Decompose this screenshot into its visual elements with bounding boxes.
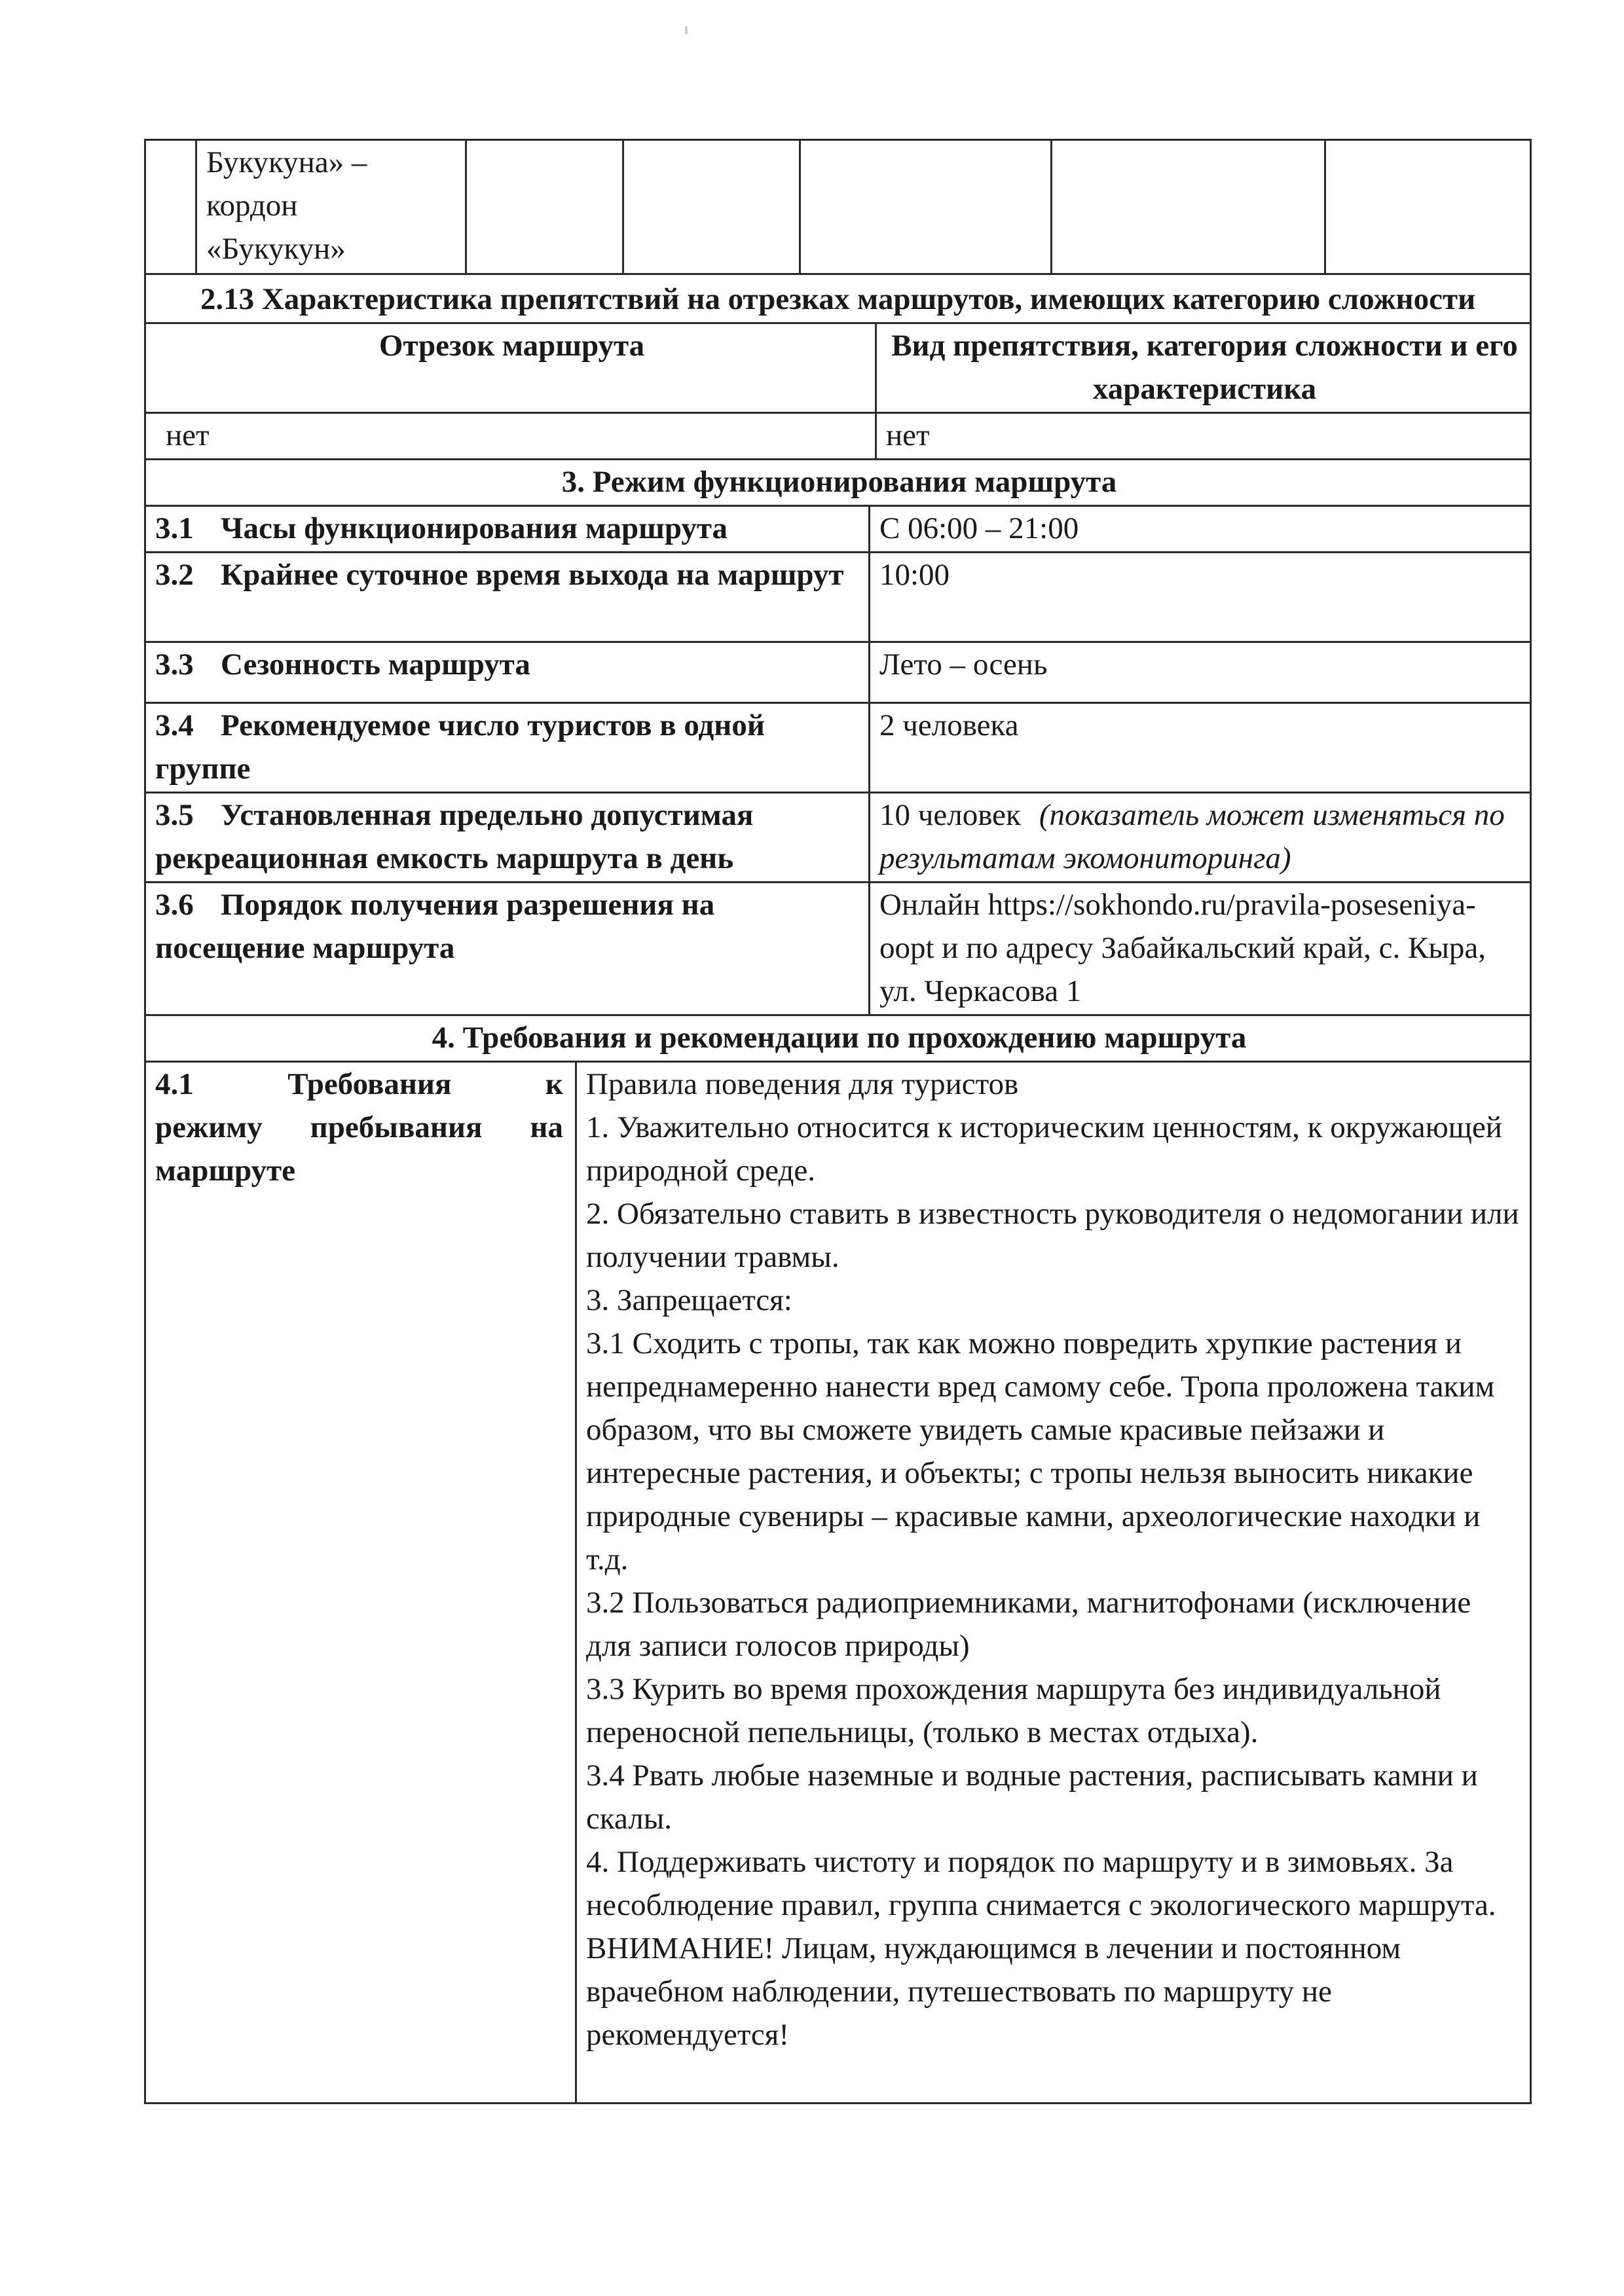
schedule-label — [145, 553, 870, 642]
obstacles-col1-header: Отрезок маршрута — [145, 323, 876, 413]
continued-row — [145, 140, 1531, 274]
row-number: 3.5 — [155, 798, 194, 832]
schedule-row — [145, 553, 1531, 642]
row-label: Сезонность маршрута — [221, 647, 530, 682]
cell-empty — [1325, 140, 1531, 274]
obstacles-col1-value: нет — [145, 413, 876, 460]
route-line: Букукуна» – — [206, 145, 367, 179]
section-4-title: 4. Требования и рекомендации по прохождению маршрута — [145, 1015, 1531, 1062]
schedule-value: Лето – осень — [870, 642, 1531, 703]
label-line: режиму пребывания на — [155, 1110, 563, 1144]
schedule-label — [145, 642, 870, 703]
requirements-label — [145, 1062, 576, 2104]
rule-paragraph: 3.4 Рвать любые наземные и водные растения, расписывать камни и скалы. — [586, 1758, 1478, 1836]
label-line: маршруте — [155, 1154, 295, 1188]
obstacles-col2-header: Вид препятствия, категория сложности и его характеристика — [876, 323, 1531, 413]
cell-empty — [1052, 140, 1325, 274]
row-number: 3.4 — [155, 708, 194, 742]
cell-empty — [800, 140, 1052, 274]
scan-mark — [685, 26, 688, 34]
row-number: 3.1 — [155, 511, 194, 545]
rule-paragraph: Правила поведения для туристов — [586, 1067, 1019, 1101]
schedule-row — [145, 883, 1531, 1015]
section-213-title: 2.13 Характеристика препятствий на отрезках маршрутов, имеющих категорию сложности — [145, 274, 1531, 323]
schedule-label — [145, 703, 870, 793]
section-3-title: 3. Режим функционирования маршрута — [145, 460, 1531, 506]
schedule-label — [145, 506, 870, 553]
rule-paragraph: ВНИМАНИЕ! Лицам, нуждающимся в лечении и постоянном врачебном наблюдении, путешествовать по маршруту не рекомендуется! — [586, 1931, 1401, 2052]
route-line: «Букукун» — [206, 232, 346, 266]
rule-paragraph: 1. Уважительно относится к историческим ценностям, к окружающей природной среде. — [586, 1110, 1502, 1188]
requirements-table — [144, 1014, 1532, 2104]
schedule-value — [870, 793, 1531, 883]
rule-paragraph: 3. Запрещается: — [586, 1283, 792, 1317]
document-page — [144, 139, 1530, 2104]
cell-empty — [145, 140, 196, 274]
row-label: Установленная предельно допустимая рекреационная емкость маршрута в день — [155, 798, 754, 875]
schedule-label — [145, 793, 870, 883]
cell-empty — [466, 140, 623, 274]
row-number: 3.6 — [155, 888, 194, 922]
label-line: 4.1 Требования к — [155, 1067, 563, 1101]
obstacles-col2-value: нет — [876, 413, 1531, 460]
row-label: Порядок получения разрешения на посещение маршрута — [155, 888, 715, 965]
schedule-value: 10:00 — [870, 553, 1531, 642]
rule-paragraph: 4. Поддерживать чистоту и порядок по маршруту и в зимовьях. За несоблюдение правил, группа снимается с экологического маршрута. — [586, 1845, 1496, 1922]
row-number: 3.2 — [155, 558, 194, 592]
rule-paragraph: 3.1 Сходить с тропы, так как можно повредить хрупкие растения и непреднамеренно нанести вред самому себе. Тропа проложена таким образом, что вы сможете увидеть самые красивые пейзажи и интересные растения, и объекты; с тропы нельзя выносить никакие природные сувениры – красивые камни, археологические находки и т.д. — [586, 1326, 1495, 1576]
capacity-value: 10 человек — [879, 798, 1021, 832]
schedule-value: С 06:00 – 21:00 — [870, 506, 1531, 553]
capacity-note: (показатель может изменяться по результатам экомониторинга) — [879, 798, 1505, 875]
route-line: кордон — [206, 189, 298, 223]
schedule-table — [144, 458, 1532, 1016]
route-name-cell — [196, 140, 466, 274]
obstacles-table — [144, 273, 1532, 460]
schedule-row — [145, 703, 1531, 793]
schedule-row — [145, 506, 1531, 553]
schedule-value: 2 человека — [870, 703, 1531, 793]
row-label: Часы функционирования маршрута — [221, 511, 728, 545]
rule-paragraph: 2. Обязательно ставить в известность руководителя о недомогании или получении травмы. — [586, 1197, 1519, 1274]
schedule-row — [145, 793, 1531, 883]
row-label: Крайнее суточное время выхода на маршрут — [221, 558, 844, 592]
schedule-label — [145, 883, 870, 1015]
permit-value: Онлайн https://sokhondo.ru/pravila-poseseniya-oopt и по адресу Забайкальский край, с. Кыра, ул. Черкасова 1 — [870, 883, 1531, 1015]
row-number: 3.3 — [155, 647, 194, 682]
row-label: Рекомендуемое число туристов в одной группе — [155, 708, 765, 786]
cell-empty — [623, 140, 800, 274]
rule-paragraph: 3.2 Пользоваться радиоприемниками, магнитофонами (исключение для записи голосов природы) — [586, 1586, 1471, 1663]
requirements-rules — [576, 1062, 1531, 2104]
schedule-row — [145, 642, 1531, 703]
continued-table — [144, 139, 1532, 275]
rule-paragraph: 3.3 Курить во время прохождения маршрута без индивидуальной переносной пепельницы, (только в местах отдыха). — [586, 1672, 1441, 1749]
